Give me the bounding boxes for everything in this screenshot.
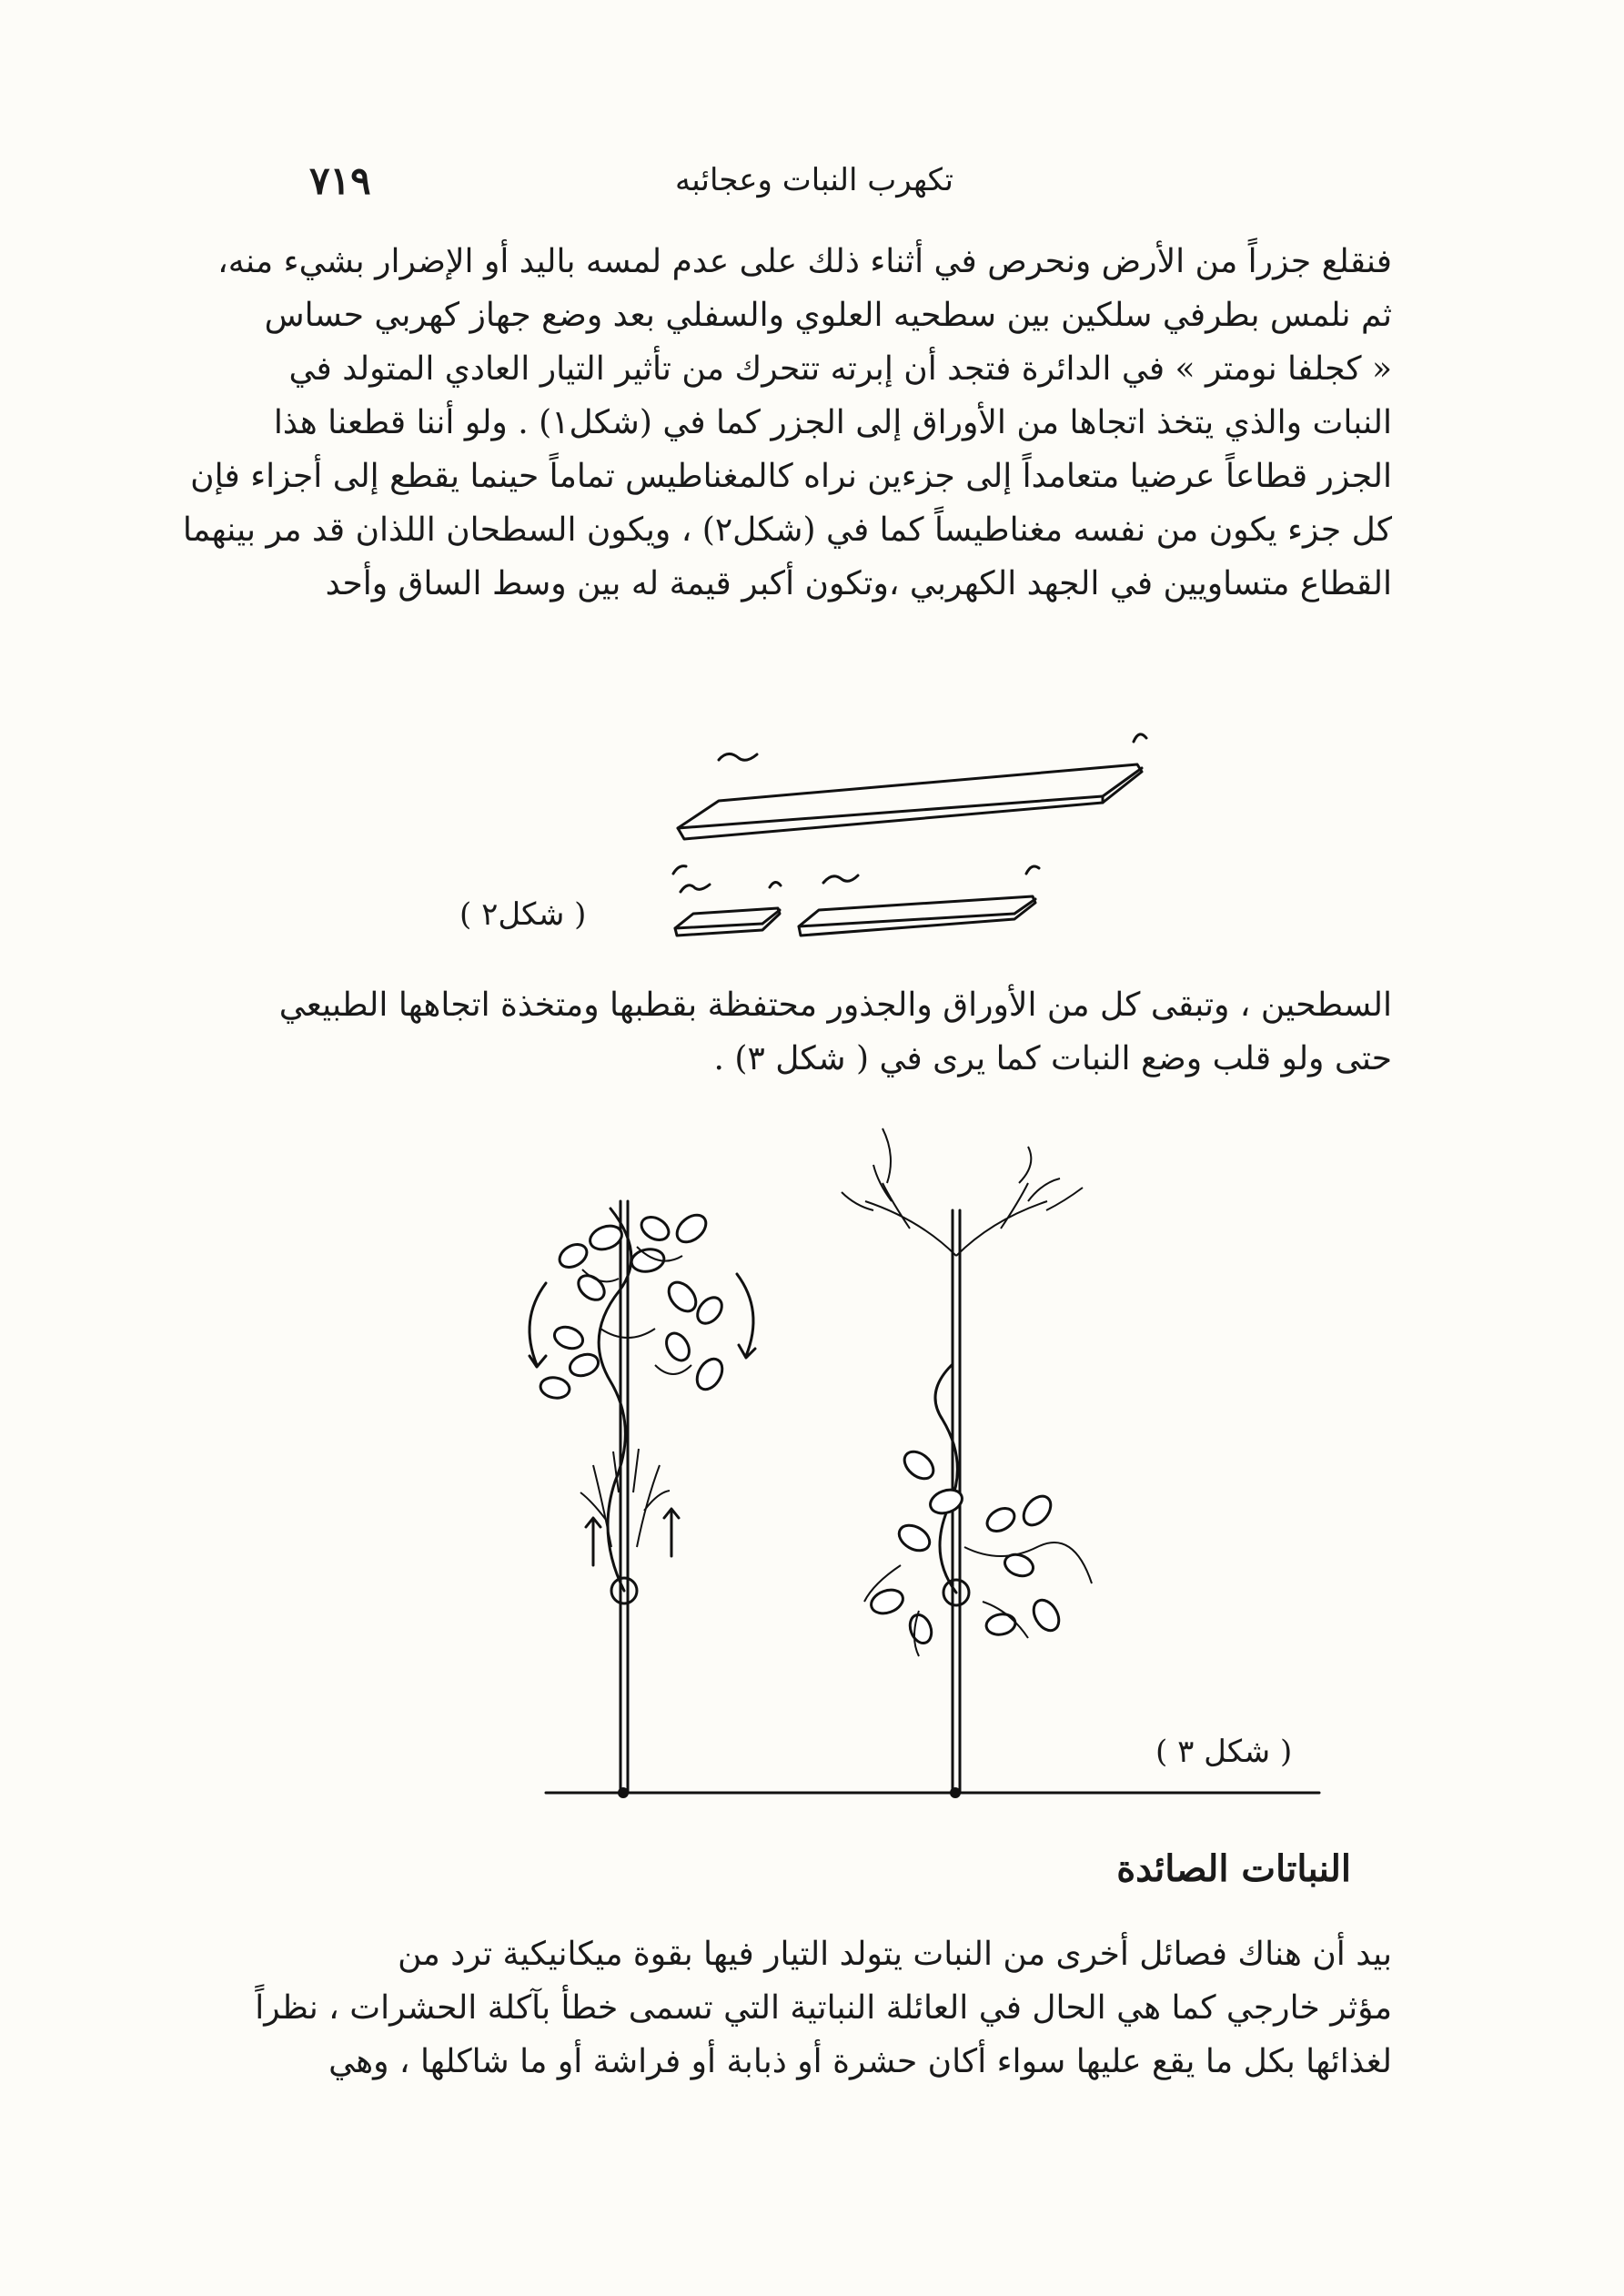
text-line: مؤثر خارجي كما هي الحال في العائلة النباتية التي تسمى خطأ بآكلة الحشرات ، نظراً — [255, 1989, 1392, 2027]
curved-arrow — [530, 1283, 546, 1367]
up-arrow — [586, 1518, 600, 1565]
text-line: السطحين ، وتبقى كل من الأوراق والجذور محتفظة بقطبها ومتخذة اتجاهها الطبيعي — [278, 986, 1392, 1024]
page-number: ٧١٩ — [309, 157, 371, 203]
running-title: تكهرب النبات وعجائبه — [675, 162, 953, 198]
curved-arrow — [737, 1274, 755, 1358]
text-line: القطاع متساويين في الجهد الكهربي ،وتكون أكبر قيمة له بين وسط الساق وأحد — [325, 565, 1392, 602]
text-line: لغذائها بكل ما يقع عليها سواء أكان حشرة أو ذبابة أو فراشة أو ما شاكلها ، وهي — [328, 2043, 1392, 2080]
section-heading: النباتات الصائدة — [1116, 1847, 1351, 1890]
figure-2-label: ( شكل٢ ) — [459, 896, 587, 933]
upright-plant — [842, 1128, 1092, 1793]
figure-3-label: ( شكل ٣ ) — [1155, 1734, 1293, 1770]
text-line: فنقلع جزراً من الأرض ونحرص في أثناء ذلك على عدم لمسه باليد أو الإضرار بشيء منه، — [217, 243, 1392, 280]
text-line: ثم نلمس بطرفي سلكين بين سطحيه العلوي والسفلي بعد وضع جهاز كهربي حساس — [264, 297, 1392, 334]
inverted-plant — [530, 1201, 755, 1793]
up-arrow — [664, 1509, 679, 1556]
text-line: بيد أن هناك فصائل أخرى من النبات يتولد التيار فيها بقوة ميكانيكية ترد من — [398, 1936, 1392, 1973]
text-line: حتى ولو قلب وضع النبات كما يرى في ( شكل ٣) . — [713, 1040, 1392, 1077]
text-line: « كجلفا نومتر » في الدائرة فتجد أن إبرته تتحرك من تأثير التيار العادي المتولد في — [288, 350, 1392, 388]
text-line: الجزر قطاعاً عرضيا متعامداً إلى جزءين نراه كالمغناطيس تماماً حينما يقطع إلى أجزاء فإن — [190, 458, 1392, 495]
text-line: النبات والذي يتخذ اتجاها من الأوراق إلى الجزر كما في (شكل١) . ولو أننا قطعنا هذا — [273, 404, 1392, 441]
paragraph-3 — [255, 1927, 1392, 2089]
text-line: كل جزء يكون من نفسه مغناطيساً كما في (شكل٢) ، ويكون السطحان اللذان قد مر بينهما — [182, 511, 1392, 549]
